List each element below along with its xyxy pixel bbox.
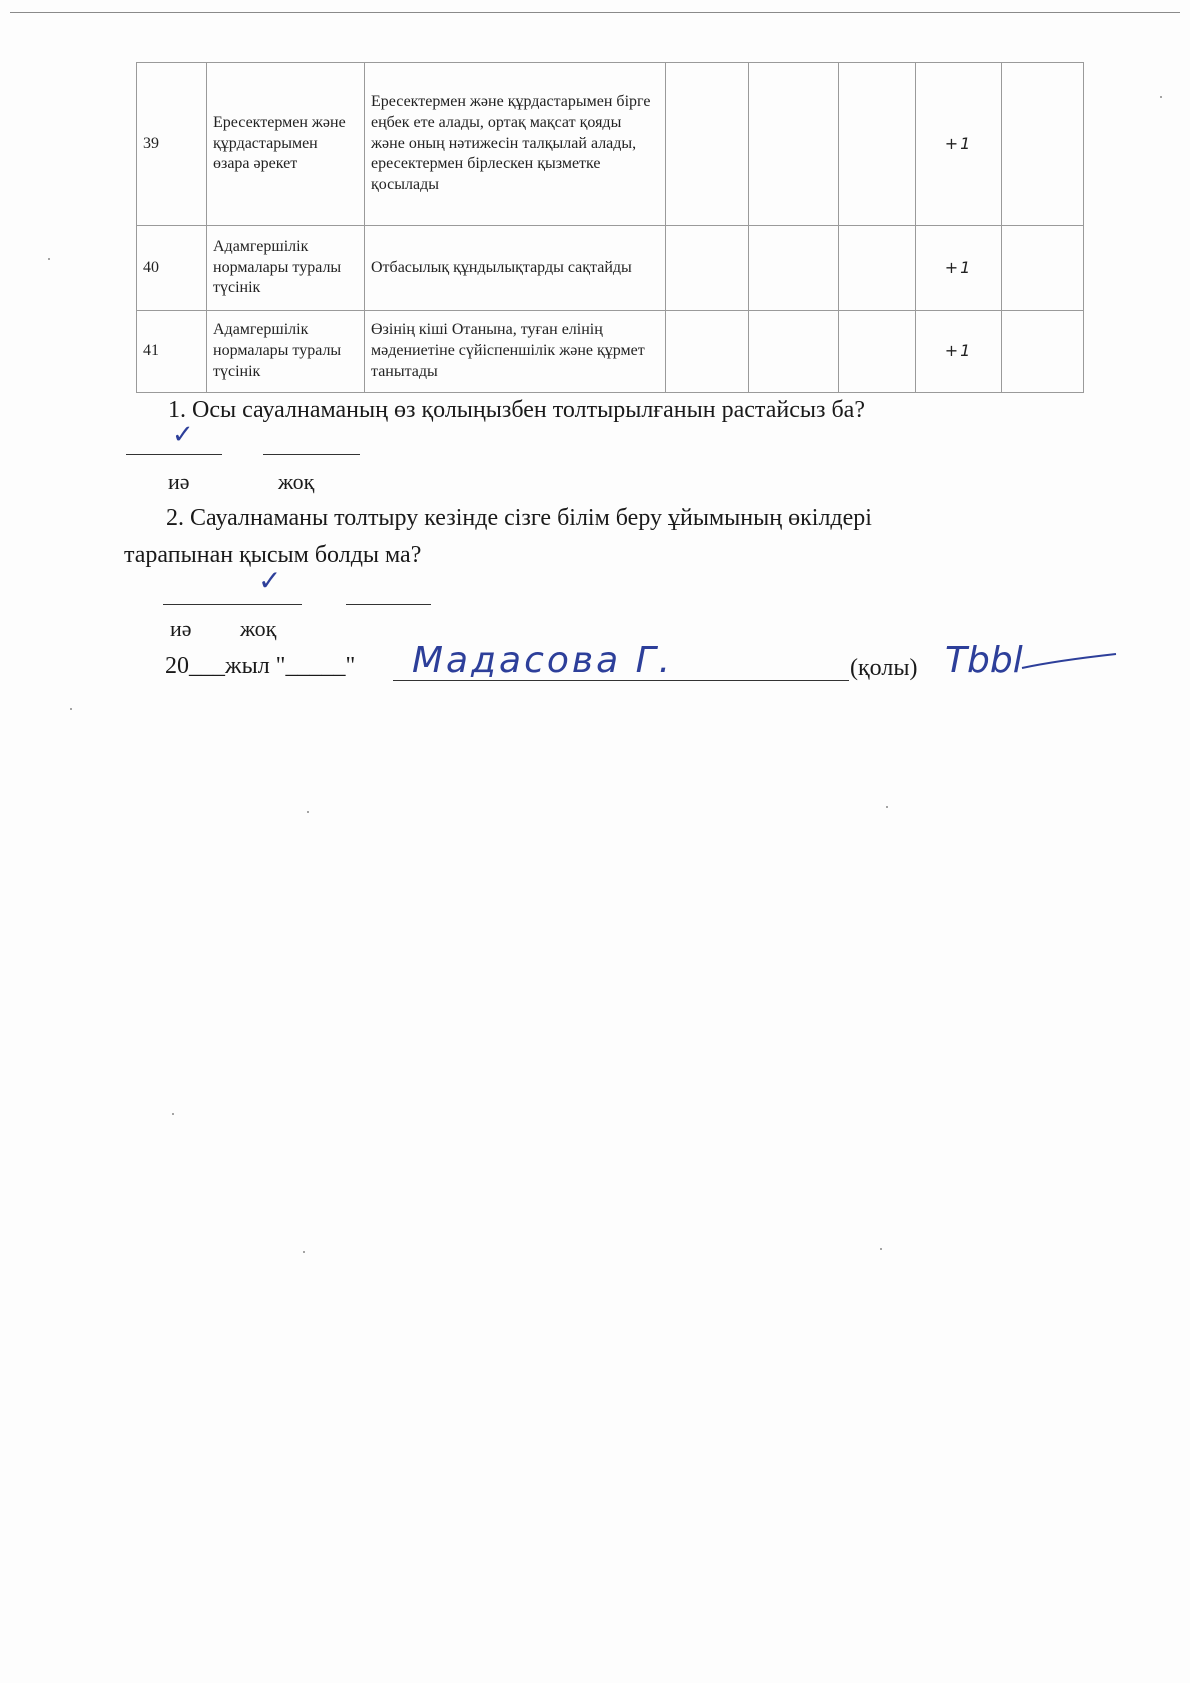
scan-speck <box>172 1113 174 1115</box>
table-row <box>137 226 1188 311</box>
level-cell <box>749 63 839 226</box>
table-row <box>137 63 1188 226</box>
scan-speck <box>1160 96 1162 98</box>
question-2-yes-label: иә <box>170 616 192 641</box>
question-2-no-line <box>346 604 431 605</box>
indicator-cell: Ересектермен және құрдастарымен бірге еңбек ете алады, ортақ мақсат қояды және оның нәтижесін талқылай алады, ересектермен бірлескен қызметке қосылады <box>365 63 666 226</box>
level-cell <box>839 226 916 311</box>
question-2-text-line-2: тарапынан қысым болды ма? <box>124 542 422 568</box>
area-cell: Ересектермен және құрдастарымен өзара әрекет <box>207 63 365 226</box>
question-1-check-mark: ✓ <box>172 420 194 450</box>
question-1-yes-line <box>126 454 222 455</box>
question-2-no-label: жоқ <box>240 616 277 641</box>
date-line: 20___жыл "_____" <box>165 653 356 679</box>
scan-speck <box>70 708 72 710</box>
question-1-yes-label: иә <box>168 469 190 494</box>
question-2-yes-line <box>163 604 302 605</box>
handwritten-mark: +1 <box>916 311 1002 393</box>
question-1-no-line <box>263 454 360 455</box>
page-top-edge-line <box>10 12 1180 13</box>
row-number: 41 <box>137 311 207 393</box>
signature-label: (қолы) <box>850 655 918 681</box>
level-cell <box>666 226 749 311</box>
question-2-text-line-1: 2. Сауалнаманы толтыру кезінде сізге білім беру ұйымының өкілдері <box>166 505 872 531</box>
scan-speck <box>48 258 50 260</box>
indicator-cell: Өзінің кіші Отанына, туған елінің мәдениетіне сүйіспеншілік және құрмет танытады <box>365 311 666 393</box>
handwritten-mark: +1 <box>916 63 1002 226</box>
level-cell <box>839 63 916 226</box>
level-cell <box>1002 311 1084 393</box>
handwritten-signature: Tbbl <box>945 640 1023 681</box>
question-1-text: 1. Осы сауалнаманың өз қолыңызбен толтырылғанын растайсыз ба? <box>168 397 865 423</box>
level-cell <box>666 311 749 393</box>
level-cell <box>839 311 916 393</box>
scan-speck <box>307 811 309 813</box>
scan-speck <box>880 1248 882 1250</box>
scan-speck <box>886 806 888 808</box>
table-row <box>137 311 1188 393</box>
level-cell <box>749 311 839 393</box>
question-1-no-label: жоқ <box>278 469 315 494</box>
level-cell <box>749 226 839 311</box>
row-number: 39 <box>137 63 207 226</box>
assessment-table <box>136 62 1188 393</box>
handwritten-name: Мадасова Г. <box>412 640 674 681</box>
question-2-check-mark: ✓ <box>258 564 282 597</box>
signature-stroke <box>1020 648 1120 678</box>
level-cell <box>1002 63 1084 226</box>
area-cell: Адамгершілік нормалары туралы түсінік <box>207 226 365 311</box>
indicator-cell: Отбасылық құндылықтарды сақтайды <box>365 226 666 311</box>
area-cell: Адамгершілік нормалары туралы түсінік <box>207 311 365 393</box>
row-number: 40 <box>137 226 207 311</box>
level-cell <box>1002 226 1084 311</box>
handwritten-mark: +1 <box>916 226 1002 311</box>
level-cell <box>666 63 749 226</box>
scan-speck <box>303 1251 305 1253</box>
